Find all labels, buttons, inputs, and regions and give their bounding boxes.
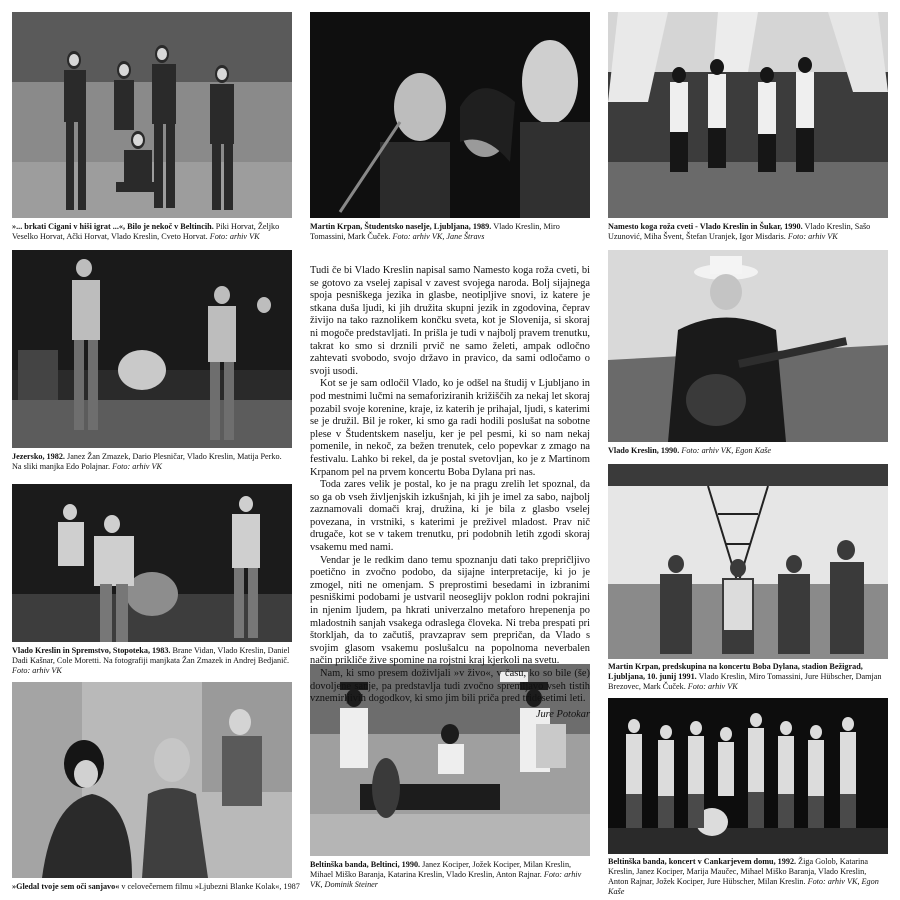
caption-text: v celovečernem filmu »Ljubezni Blanke Kolak«, 1987 <box>121 882 300 891</box>
photo-blanke-kolak-film <box>12 682 292 878</box>
caption-credit: Foto: arhiv VK <box>787 232 838 241</box>
caption-title: Beltinška banda, Beltinci, 1990. <box>310 860 421 869</box>
caption-kreslin-1990 <box>608 446 888 456</box>
caption-title: Martin Krpan, Študentsko naselje, Ljubljana, 1989. <box>310 222 492 231</box>
caption-title: Beltinška banda, koncert v Cankarjevem domu, 1992. <box>608 857 797 866</box>
photo-gypsy-musicians <box>12 12 292 218</box>
photo-beltinska-cankarjev-1992 <box>608 698 888 854</box>
caption-credit: Foto: arhiv VK <box>12 666 62 675</box>
article-paragraph: Nam, ki smo presem doživljali »v živo«, v času, ko so bile (še) dovoljene sanje, pa predstavlja tudi zvočno spremljavo vseh tistih vznemirljivih dogodkov, ki smo jim bili priča pred tridesetimi leti. <box>310 668 590 705</box>
article-author: Jure Potokar <box>535 708 590 720</box>
caption-martin-krpan-1989 <box>310 222 590 242</box>
caption-credit: Foto: arhiv VK, Dominik Steiner <box>310 870 582 889</box>
article-text <box>310 265 590 721</box>
caption-title: Jezersko, 1982. <box>12 452 65 461</box>
caption-gypsy-musicians <box>12 222 292 242</box>
caption-text: Vlado Kreslin, Sašo Uzunović, Miha Švent, Štefan Uranjek, Igor Misdaris. <box>608 222 871 241</box>
caption-kreslin-sukar-1990 <box>608 222 888 242</box>
caption-text: Janez Žan Zmazek, Dario Plesničar, Vlado Kreslin, Matija Perko. Na sliki manjka Edo Polajnar. <box>12 452 282 471</box>
caption-credit: Foto: arhiv VK, Jane Štravs <box>392 232 485 241</box>
caption-credit: Foto: arhiv VK <box>687 682 738 691</box>
photo-dylan-stadium-1991 <box>608 464 888 659</box>
caption-text: Brane Vidan, Vlado Kreslin, Daniel Dadi Kašnar, Cole Moretti. Na fotografiji manjkata Žan Zmazek in Andrej Bedjanič. <box>12 646 290 665</box>
caption-credit: Foto: arhiv VK, Egon Kaše <box>681 446 772 455</box>
photo-spremstvo-stopoteka-1983 <box>12 484 292 642</box>
caption-jezersko-1982 <box>12 452 292 472</box>
caption-beltinska-1992 <box>608 857 888 897</box>
caption-text: Vlado Kreslin, Miro Tomassini, Jure Hübscher, Damjan Brezovec, Mark Čuček. <box>608 672 882 691</box>
caption-title: Vlado Kreslin in Spremstvo, Stopoteka, 1983. <box>12 646 171 655</box>
caption-credit: Foto: arhiv VK, Egon Kaše <box>608 877 879 896</box>
caption-title: Vlado Kreslin, 1990. <box>608 446 680 455</box>
caption-text: Vlado Kreslin, Miro Tomassini, Mark Čuček. <box>310 222 560 241</box>
article-paragraph: Tudi če bi Vlado Kreslin napisal samo Namesto koga roža cveti, bi se gotovo za vselej zapisal v zavest svojega naroda. Bolj sijajnega spoja pesniškega jezika in glasbe, neotipljive snovi, iz katere je stkana duša ljudi, ki jih družita skupni jezik in zgodovina, čeprav živijo na tako raznolikem končku sveta, kot je Slovenija, si skoraj ni mogoče predstavljati. In prišla je tudi v najbolj pravem trenutku, takrat ko smo si drznili prvič ne samo želeti, ampak odločno zahtevati svobodo, svojo državo in pravico, da sami odločamo o svoji usodi. <box>310 265 590 377</box>
caption-text: Piki Horvat, Željko Veselko Horvat, Ački Horvat, Vlado Kreslin, Cveto Horvat. <box>12 222 280 241</box>
caption-credit: Foto: arhiv VK <box>209 232 260 241</box>
photo-jezersko-1982 <box>12 250 292 448</box>
photo-martin-krpan-1989 <box>310 12 590 218</box>
photo-kreslin-sukar-1990 <box>608 12 888 218</box>
article-paragraph: Kot se je sam odločil Vlado, ko je odšel na študij v Ljubljano in pod mestnimi lučmi na semaforiziranih križiščih za nekaj let skoraj pozabil svoje korenine, kraje, iz katerih je prihajal, ljudi, s katerimi se je družil. Bil je roker, ki smo ga radi hodili poslušat na sobotne plese v Študentskem naselju, ker je pel pesmi, ki so nam nekaj pomenile, in nekoč, za bežen trenutek, celo popevkar z zmago na festivalu. Lahko bi rekel, da je postal svetovljan, ko je z Martinom Krpanom pel na prvem koncertu Boba Dylana pri nas. <box>310 378 590 478</box>
photo-kreslin-1990-hat <box>608 250 888 442</box>
caption-beltinska-1990 <box>310 860 590 890</box>
article-paragraph: Toda zares velik je postal, ko je na pragu zrelih let spoznal, da so ga ob vseh življenjskih izkušnjah, ki jih je imel za sabo, najbolj zaznamovali domači kraj, družina, ki je bila z glasbo vselej povezana, in vrstniki, s katerimi je preživel mladost. Prav nič drugače, kot se v takem trenutku, pri podobnih letih zgodi skoraj vsakemu med nami. <box>310 479 590 554</box>
caption-blanke-kolak <box>12 882 302 892</box>
caption-title: »... brkati Cigani v hiši igrat ...«, Bilo je nekoč v Beltincih. <box>12 222 214 231</box>
article-paragraph: Vendar je le redkim dano temu spoznanju dati tako prepričljivo poetično in zvočno podobo, da sijajne interpretacije, ki jo je zmogel, niti ne omenjam. S preprostimi besedami in izbranimi pesniškimi podobami je ustvaril neoseglijv poklon rodni pokrajini in njenim ljudem, pa hkrati univerzalno metaforo hrepenenja po mladostnih sanjah vsakega odraslega človeka. Ni treba prespati pri štorkljah, da to začutiš, pravzaprav sem prepričan, da Vlado s svojim glasom vsakemu poslušalcu na popolnoma neverbalen način prikliče žive spomine na rojstni kraj kjerkoli na svetu. <box>310 554 590 667</box>
caption-title: »Gledal tvoje sem oči sanjavo« <box>12 882 120 891</box>
caption-spremstvo-1983 <box>12 646 292 676</box>
caption-text: Žiga Golob, Katarina Kreslin, Janez Kociper, Marija Maučec, Mihael Miško Baranja, Vlado Kreslin, Anton Rajnar, Jožek Kociper, Jure Hübscher, Milan Kreslin. <box>608 857 868 886</box>
caption-title: Martin Krpan, predskupina na koncertu Boba Dylana, stadion Bežigrad, Ljubljana, 10. junij 1991. <box>608 662 863 681</box>
caption-credit: Foto: arhiv VK <box>112 462 162 471</box>
caption-dylan-1991 <box>608 662 888 692</box>
caption-title: Namesto koga roža cveti - Vlado Kreslin in Šukar, 1990. <box>608 222 803 231</box>
caption-text: Janez Kociper, Jožek Kociper, Milan Kreslin, Mihael Miško Baranja, Katarina Kreslin, Vlado Kreslin, Anton Rajnar. <box>310 860 572 879</box>
